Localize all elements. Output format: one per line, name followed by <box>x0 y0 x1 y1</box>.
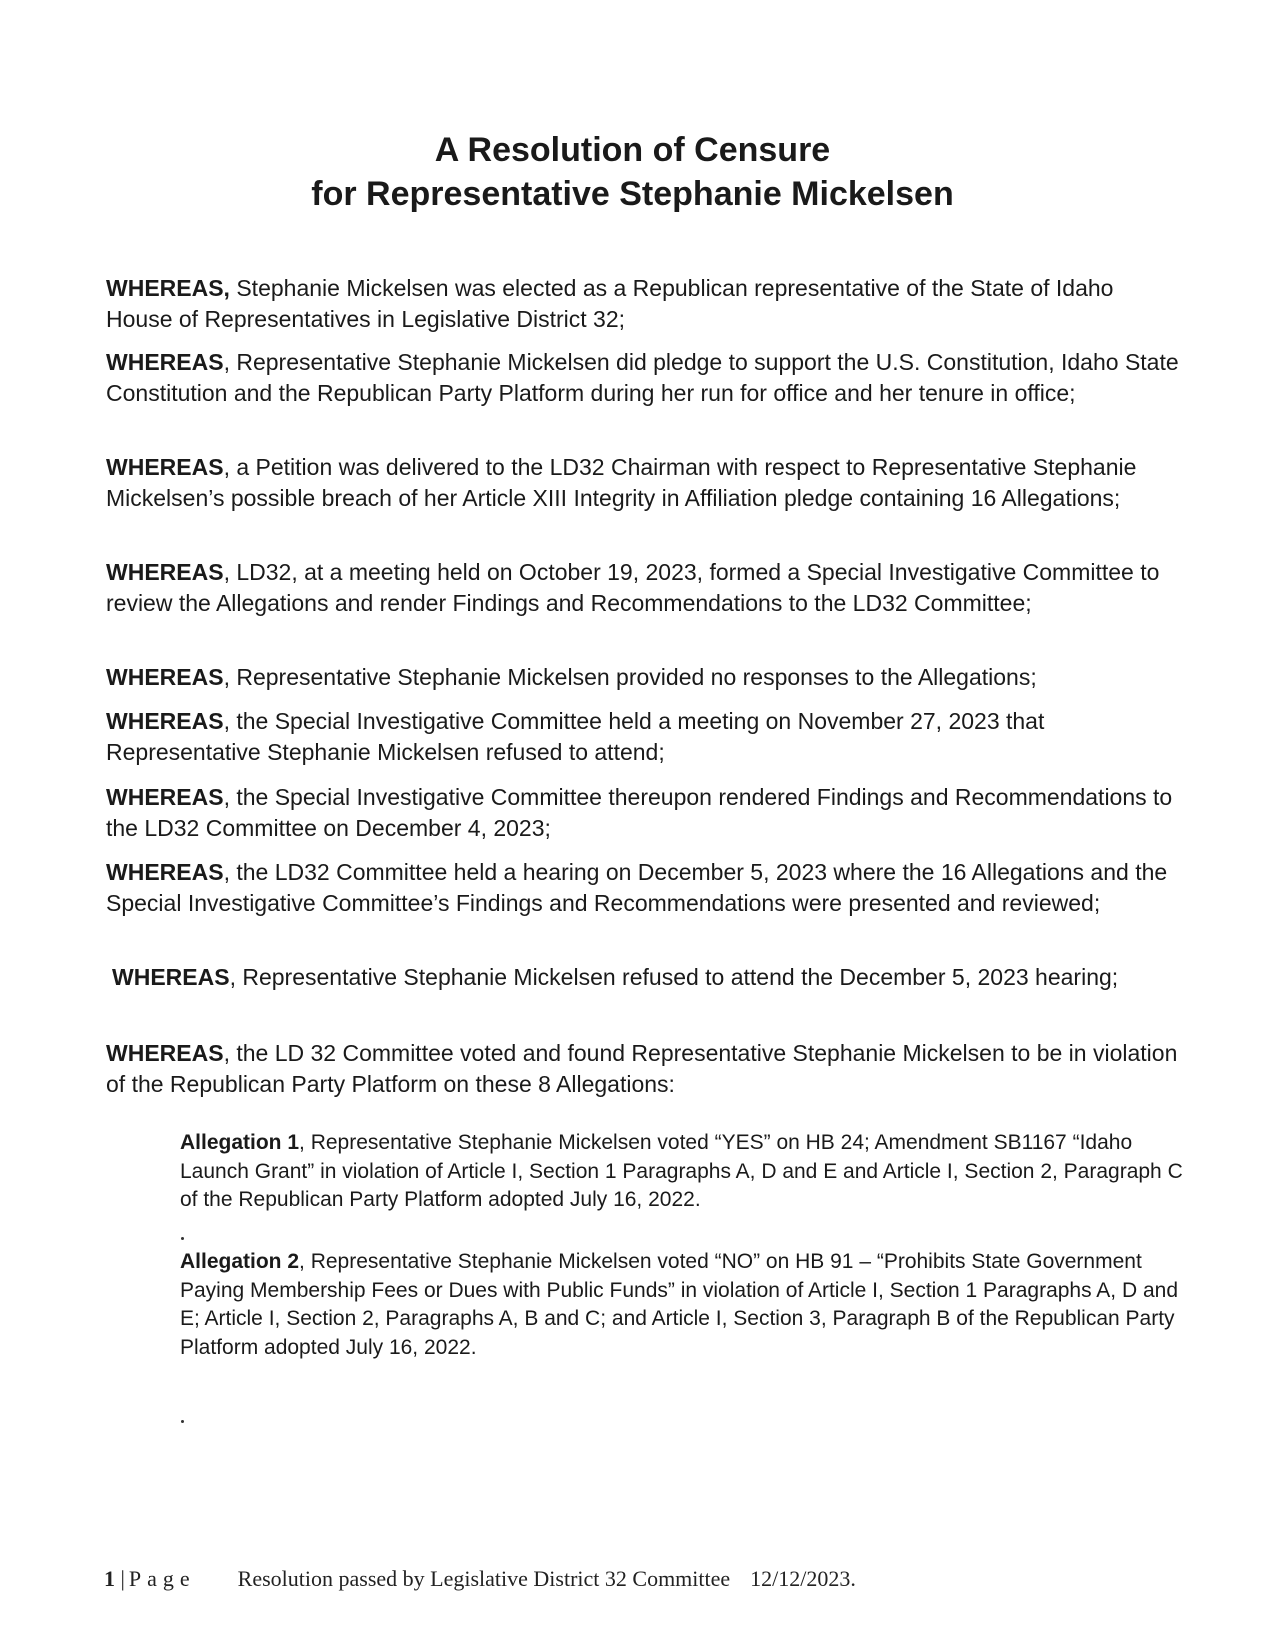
whereas-text: , the LD 32 Committee voted and found Representative Stephanie Mickelsen to be in violation of the Republican Party Platform on these 8 Allegations: <box>106 1040 1178 1097</box>
whereas-lead: WHEREAS <box>106 454 224 480</box>
whereas-lead: WHEREAS <box>106 1040 224 1066</box>
stray-mark <box>181 1237 184 1240</box>
page-footer <box>104 1565 856 1593</box>
footer-text: Resolution passed by Legislative District 32 Committee <box>237 1566 731 1591</box>
whereas-text: , the Special Investigative Committee thereupon rendered Findings and Recommendations to the LD32 Committee on December 4, 2023; <box>106 784 1173 841</box>
whereas-text: , the LD32 Committee held a hearing on December 5, 2023 where the 16 Allegations and the Special Investigative Committee’s Findings and Recommendations were presented and reviewed; <box>106 859 1168 916</box>
whereas-lead: WHEREAS <box>106 708 224 734</box>
whereas-clause-5 <box>106 662 1186 693</box>
whereas-lead: WHEREAS, <box>106 275 230 301</box>
page-label: Page <box>128 1566 196 1591</box>
whereas-clause-4 <box>106 557 1186 619</box>
allegation-text: , Representative Stephanie Mickelsen voted “NO” on HB 91 – “Prohibits State Government Paying Membership Fees or Dues with Public Funds” in violation of Article I, Section 1 Paragraphs A, D and E; Article I, Section 2, Paragraphs A, B and C; and Article I, Section 3, Paragraph B of the Republican Party Platform adopted July 16, 2022. <box>180 1250 1178 1359</box>
whereas-lead: WHEREAS <box>106 859 224 885</box>
allegation-text: , Representative Stephanie Mickelsen voted “YES” on HB 24; Amendment SB1167 “Idaho Launch Grant” in violation of Article I, Section 1 Paragraphs A, D and E and Article I, Section 2, Paragraph C of the Republican Party Platform adopted July 16, 2022. <box>180 1131 1183 1211</box>
footer-date: 12/12/2023. <box>750 1566 856 1591</box>
allegation-2 <box>180 1248 1190 1362</box>
whereas-text: , Representative Stephanie Mickelsen provided no responses to the Allegations; <box>223 664 1037 690</box>
footer-separator: | <box>120 1566 125 1591</box>
whereas-lead: WHEREAS <box>106 664 224 690</box>
whereas-clause-6 <box>106 706 1186 768</box>
whereas-text: , LD32, at a meeting held on October 19, 2023, formed a Special Investigative Committee to review the Allegations and render Findings and Recommendations to the LD32 Committee; <box>106 559 1160 616</box>
whereas-lead: WHEREAS <box>106 349 224 375</box>
whereas-text: , the Special Investigative Committee held a meeting on November 27, 2023 that Representative Stephanie Mickelsen refused to attend; <box>106 708 1045 765</box>
whereas-text: Stephanie Mickelsen was elected as a Republican representative of the State of Idaho House of Representatives in Legislative District 32; <box>106 275 1114 332</box>
page-number: 1 <box>104 1566 115 1591</box>
title-line-2: for Representative Stephanie Mickelsen <box>311 175 954 213</box>
whereas-clause-9 <box>112 962 1192 993</box>
whereas-lead: WHEREAS <box>112 964 230 990</box>
whereas-text: , a Petition was delivered to the LD32 Chairman with respect to Representative Stephanie Mickelsen’s possible breach of her Article XIII Integrity in Affiliation pledge containing 16 Allegations; <box>106 454 1137 511</box>
stray-mark <box>181 1420 184 1423</box>
whereas-clause-2 <box>106 347 1186 409</box>
allegation-lead: Allegation 2 <box>180 1250 300 1273</box>
whereas-clause-8 <box>106 857 1186 919</box>
whereas-text: , Representative Stephanie Mickelsen did pledge to support the U.S. Constitution, Idaho State Constitution and the Republican Party Platform during her run for office and her tenure in office; <box>106 349 1179 406</box>
whereas-lead: WHEREAS <box>106 559 224 585</box>
allegation-lead: Allegation 1 <box>180 1131 300 1154</box>
whereas-lead: WHEREAS <box>106 784 224 810</box>
whereas-clause-7 <box>106 782 1186 844</box>
allegation-1 <box>180 1129 1190 1215</box>
whereas-clause-1 <box>106 273 1186 335</box>
whereas-clause-3 <box>106 452 1186 514</box>
title-line-1: A Resolution of Censure <box>434 131 831 169</box>
whereas-clause-10 <box>106 1038 1186 1100</box>
whereas-text: , Representative Stephanie Mickelsen refused to attend the December 5, 2023 hearing; <box>229 964 1119 990</box>
